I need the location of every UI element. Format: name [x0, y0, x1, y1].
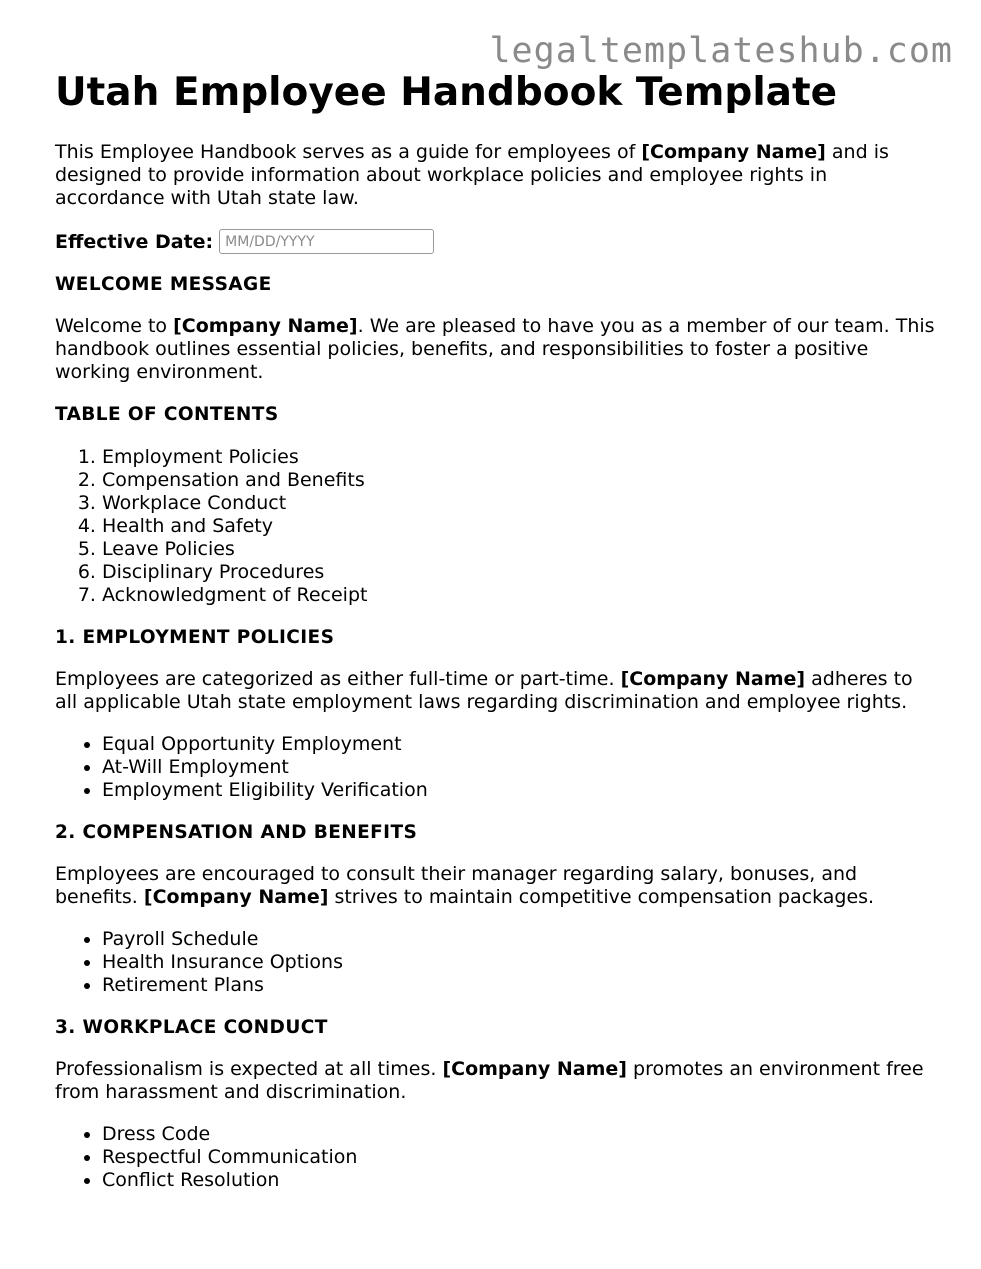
toc-item: 2. Compensation and Benefits	[102, 469, 935, 492]
toc-item: 1. Employment Policies	[102, 446, 935, 469]
intro-text-before: This Employee Handbook serves as a guide for employees of	[55, 141, 642, 163]
company-name-placeholder: [Company Name]	[620, 668, 806, 690]
effective-date-row	[55, 229, 935, 254]
section-text-after: adheres to all applicable Utah state employment laws regarding discrimination and employee rights.	[55, 668, 913, 713]
welcome-text-after: . We are pleased to have you as a member of our team. This handbook outlines essential policies, benefits, and responsibilities to foster a positive working environment.	[55, 315, 935, 383]
section-text-after: promotes an environment free from harassment and discrimination.	[55, 1058, 924, 1103]
watermark: legaltemplateshub.com	[489, 31, 953, 71]
list-item: • Health Insurance Options	[102, 951, 935, 974]
company-name-placeholder: [Company Name]	[143, 886, 329, 908]
toc-item: 5. Leave Policies	[102, 538, 935, 561]
bullet-list	[55, 928, 935, 997]
section-text-after: strives to maintain competitive compensation packages.	[328, 886, 875, 908]
section-paragraph	[55, 863, 935, 909]
list-item: • Conflict Resolution	[102, 1169, 935, 1192]
welcome-text-before: Welcome to	[55, 315, 174, 337]
list-item: • Respectful Communication	[102, 1146, 935, 1169]
list-item: • Payroll Schedule	[102, 928, 935, 951]
intro-text-after: and is designed to provide information about workplace policies and employee rights in accordance with Utah state law.	[55, 141, 889, 209]
welcome-paragraph	[55, 315, 935, 384]
intro-paragraph	[55, 141, 935, 210]
company-name-placeholder: [Company Name]	[173, 315, 358, 337]
list-item: • Equal Opportunity Employment	[102, 733, 935, 756]
toc-item: 7. Acknowledgment of Receipt	[102, 584, 935, 607]
bullet-list	[55, 1123, 935, 1192]
toc-item: 6. Disciplinary Procedures	[102, 561, 935, 584]
page-title: Utah Employee Handbook Template	[55, 70, 838, 115]
company-name-placeholder: [Company Name]	[641, 141, 826, 163]
document-page	[55, 70, 935, 1192]
effective-date-input[interactable]	[219, 229, 434, 254]
section-paragraph	[55, 1058, 935, 1104]
list-item: • Employment Eligibility Verification	[102, 779, 935, 802]
toc-list	[55, 446, 935, 607]
list-item: • Dress Code	[102, 1123, 935, 1146]
list-item: • At-Will Employment	[102, 756, 935, 779]
bullet-list	[55, 733, 935, 802]
toc-item: 3. Workplace Conduct	[102, 492, 935, 515]
company-name-placeholder: [Company Name]	[442, 1058, 627, 1080]
toc-item: 4. Health and Safety	[102, 515, 935, 538]
effective-date-label: Effective Date:	[55, 230, 214, 253]
list-item: • Retirement Plans	[102, 974, 935, 997]
section-text-before: Employees are encouraged to consult their manager regarding salary, bonuses, and benefits.	[55, 863, 858, 908]
welcome-heading: WELCOME MESSAGE	[55, 274, 272, 295]
section-text-before: Professionalism is expected at all times.	[55, 1058, 443, 1080]
section-heading-compensation-benefits: 2. COMPENSATION AND BENEFITS	[55, 822, 418, 843]
section-paragraph	[55, 668, 935, 714]
section-heading-workplace-conduct: 3. WORKPLACE CONDUCT	[55, 1017, 328, 1038]
section-heading-employment-policies: 1. EMPLOYMENT POLICIES	[55, 627, 335, 648]
section-text-before: Employees are categorized as either full-time or part-time.	[55, 668, 621, 690]
toc-heading: TABLE OF CONTENTS	[55, 404, 279, 425]
